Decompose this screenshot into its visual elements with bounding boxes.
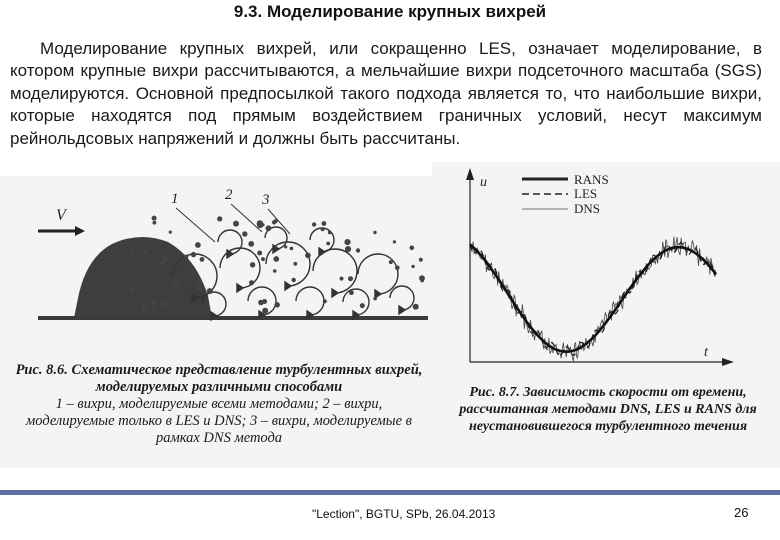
flow-particle bbox=[305, 253, 311, 259]
flow-particle bbox=[207, 288, 213, 294]
flow-particle bbox=[233, 221, 239, 227]
dns-series-line bbox=[470, 237, 716, 361]
legend-les-label: LES bbox=[574, 186, 598, 201]
eddy-label-3: 3 bbox=[262, 192, 270, 208]
footer-divider bbox=[0, 490, 780, 495]
figure-velocity-chart bbox=[432, 162, 780, 468]
flow-particle bbox=[340, 277, 344, 281]
flow-particle bbox=[135, 246, 139, 250]
eddy-swirl bbox=[390, 286, 414, 310]
flow-particle bbox=[356, 248, 360, 252]
flow-particle bbox=[345, 246, 351, 252]
flow-particle bbox=[258, 300, 264, 306]
caption-title: Рис. 8.6. Схематическое представление турбулентных вихрей, моделируемых различными способами bbox=[15, 362, 423, 395]
flow-particle bbox=[143, 250, 148, 255]
flow-particle bbox=[130, 249, 135, 254]
flow-particle bbox=[348, 276, 353, 281]
figure-right-caption: Рис. 8.7. Зависимость скорости от времени, рассчитанная методами DNS, LES и RANS для неустановившегося турбулентного течения bbox=[459, 385, 757, 434]
flow-particle bbox=[261, 257, 265, 261]
x-axis-label: t bbox=[704, 345, 708, 360]
eddy-arrowhead bbox=[285, 282, 291, 290]
flow-particle bbox=[151, 300, 156, 305]
flow-particle bbox=[160, 261, 165, 266]
flow-particle bbox=[248, 241, 254, 247]
flow-particle bbox=[152, 305, 156, 309]
flow-particle bbox=[198, 287, 202, 291]
flow-particle bbox=[393, 240, 396, 243]
flow-particle bbox=[173, 283, 178, 288]
flow-particle bbox=[130, 288, 135, 293]
flow-particle bbox=[321, 227, 325, 231]
x-axis-arrow bbox=[722, 358, 734, 366]
flow-particle bbox=[395, 266, 400, 271]
page-number: 26 bbox=[734, 505, 749, 520]
flow-particle bbox=[273, 269, 277, 273]
flow-particle bbox=[257, 251, 262, 256]
flow-particle bbox=[275, 302, 280, 307]
flow-particle bbox=[152, 216, 157, 221]
eddy-arrowhead bbox=[237, 284, 243, 292]
eddy-label-2: 2 bbox=[225, 187, 233, 203]
eddy-arrowhead bbox=[273, 245, 279, 253]
flow-particle bbox=[169, 231, 172, 234]
flow-particle bbox=[292, 278, 296, 282]
flow-particle bbox=[284, 245, 287, 248]
eddy-swirl bbox=[343, 289, 369, 315]
flow-particle bbox=[272, 220, 276, 224]
flow-particle bbox=[217, 216, 222, 221]
y-axis-arrow bbox=[466, 168, 474, 180]
flow-particle bbox=[142, 305, 148, 311]
flow-particle bbox=[312, 222, 316, 226]
velocity-chart bbox=[432, 162, 780, 378]
footer-text: "Lection", BGTU, SPb, 26.04.2013 bbox=[312, 507, 496, 521]
flow-particle bbox=[242, 231, 247, 236]
flow-particle bbox=[389, 260, 393, 264]
flow-particle bbox=[257, 220, 263, 226]
figure-eddies bbox=[0, 176, 432, 468]
eddy-arrowhead bbox=[319, 248, 325, 256]
y-axis-label: u bbox=[480, 175, 487, 190]
flow-particle bbox=[323, 299, 327, 303]
flow-particle bbox=[322, 221, 327, 226]
flow-particle bbox=[197, 280, 201, 284]
eddy-label-1: 1 bbox=[171, 191, 179, 207]
flow-particle bbox=[419, 258, 423, 262]
flow-particle bbox=[183, 255, 188, 260]
flow-arrow-head bbox=[75, 226, 85, 236]
eddy-diagram bbox=[0, 176, 432, 356]
legend-rans-label: RANS bbox=[574, 172, 609, 187]
flow-particle bbox=[200, 257, 205, 262]
flow-particle bbox=[410, 246, 415, 251]
flow-particle bbox=[373, 231, 376, 234]
flow-particle bbox=[373, 297, 377, 301]
flow-particle bbox=[153, 221, 157, 225]
flow-particle bbox=[420, 279, 424, 283]
flow-label: V bbox=[56, 207, 66, 224]
eddy-swirl bbox=[358, 254, 398, 294]
flow-particle bbox=[411, 265, 414, 268]
flow-particle bbox=[250, 262, 255, 267]
flow-particle bbox=[290, 247, 294, 251]
page-title: 9.3. Моделирование крупных вихрей bbox=[233, 2, 547, 21]
flow-particle bbox=[262, 308, 268, 314]
flow-particle bbox=[349, 290, 354, 295]
flow-particle bbox=[195, 242, 201, 248]
flow-particle bbox=[191, 252, 196, 257]
figure-left-caption bbox=[10, 362, 428, 447]
flow-particle bbox=[163, 301, 168, 306]
eddy-arrowhead bbox=[375, 290, 381, 298]
eddy-arrowhead bbox=[399, 306, 405, 314]
flow-particle bbox=[344, 239, 350, 245]
legend-dns-label: DNS bbox=[574, 201, 601, 216]
eddy-swirl bbox=[296, 287, 324, 315]
eddy-arrowhead bbox=[227, 250, 233, 258]
caption-body: 1 – вихри, моделируемые всеми методами; 2 – вихри, моделируемые только в LES и DNS; 3 – вихри, моделируемые в рамках DNS метода bbox=[26, 396, 412, 446]
flow-particle bbox=[293, 262, 297, 266]
flow-particle bbox=[266, 225, 272, 231]
flow-particle bbox=[273, 256, 279, 262]
body-paragraph: Моделирование крупных вихрей, или сокращенно LES, означает моделирование, в котором крупные вихри рассчитываются, а мельчайшие вихри подсеточного масштаба (SGS) моделируются. Основной предпосылкой такого подхода является то, что наибольшие вихри, которые находятся под прямым воздействием граничных условий, несут максимум рейнольдсовых напряжений и должны быть рассчитаны. bbox=[10, 39, 762, 148]
flow-particle bbox=[249, 280, 254, 285]
eddy-arrowhead bbox=[332, 289, 338, 297]
flow-particle bbox=[413, 304, 419, 310]
flow-particle bbox=[328, 231, 332, 235]
flow-particle bbox=[360, 303, 365, 308]
flow-particle bbox=[326, 242, 330, 246]
